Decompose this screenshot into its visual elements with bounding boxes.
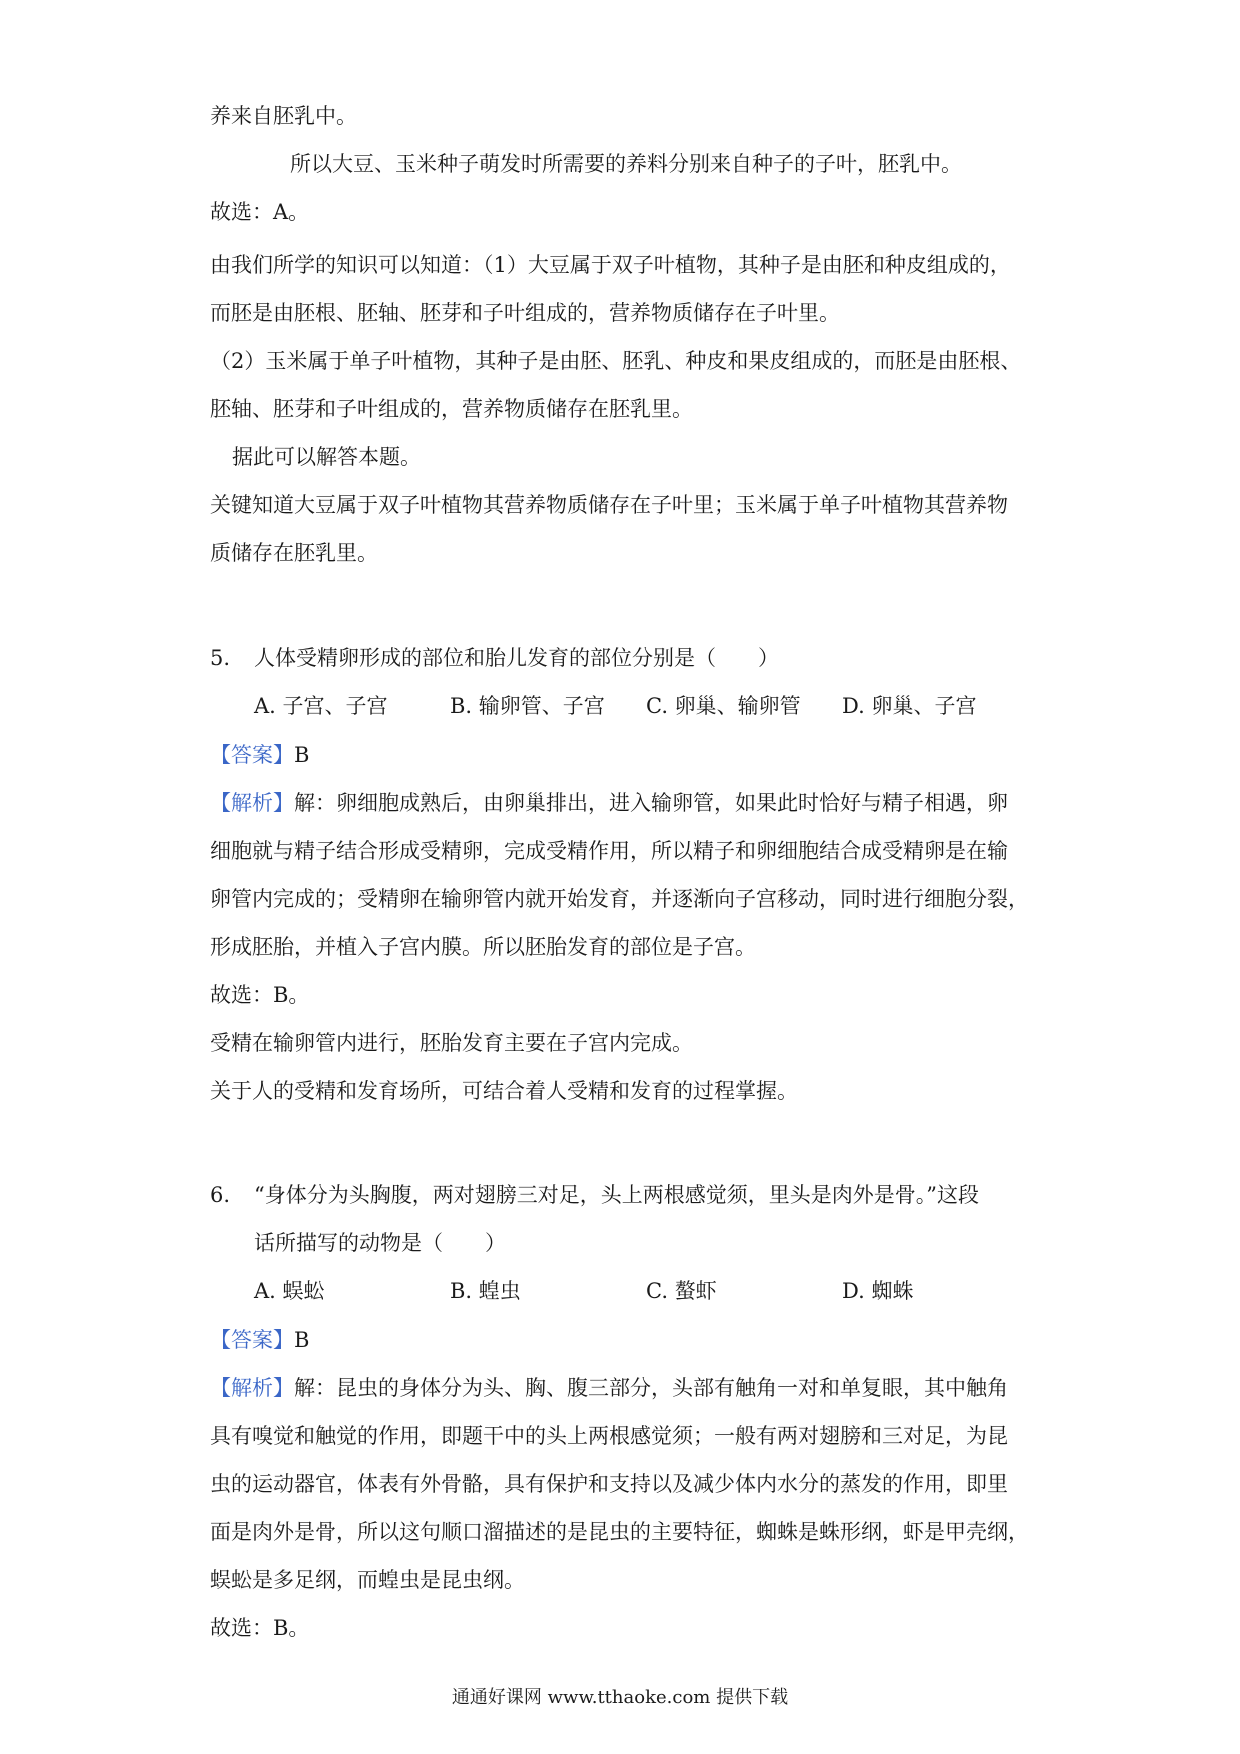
text-line: 卵管内完成的；受精卵在输卵管内就开始发育，并逐渐向子宫移动，同时进行细胞分裂， [210,887,1029,911]
text-line: 胚轴、胚芽和子叶组成的，营养物质储存在胚乳里。 [210,397,693,421]
option-a: A. 子宫、子宫 [254,694,388,718]
option-a: A. 蜈蚣 [254,1279,325,1303]
text-line: 具有嗅觉和触觉的作用，即题干中的头上两根感觉须；一般有两对翅膀和三对足，为昆 [210,1424,1008,1448]
text-line: 所以大豆、玉米种子萌发时所需要的养料分别来自种子的子叶，胚乳中。 [290,152,962,176]
text-line: 细胞就与精子结合形成受精卵，完成受精作用，所以精子和卵细胞结合成受精卵是在输 [210,839,1008,863]
text-line: 面是肉外是骨，所以这句顺口溜描述的是昆虫的主要特征，蜘蛛是蛛形纲，虾是甲壳纲， [210,1520,1029,1544]
question-text: 人体受精卵形成的部位和胎儿发育的部位分别是（ ） [254,646,779,670]
text-line: 由我们所学的知识可以知道：（1）大豆属于双子叶植物，其种子是由胚和种皮组成的， [210,253,1011,277]
analysis-tag: 【解析】 [210,1376,294,1400]
question-text: “身体分为头胸腹，两对翅膀三对足，头上两根感觉须，里头是肉外是骨。”这段 [254,1183,979,1207]
option-c: C. 螯虾 [646,1279,717,1303]
text-line: 虫的运动器官，体表有外骨骼，具有保护和支持以及减少体内水分的蒸发的作用，即里 [210,1472,1008,1496]
answer-value: B [294,1328,310,1352]
page-footer: 通通好课网 www.tthaoke.com 提供下载 [451,1687,789,1708]
text-line: 关于人的受精和发育场所，可结合着人受精和发育的过程掌握。 [210,1079,798,1103]
question-text: 话所描写的动物是（ ） [254,1231,506,1255]
option-d: D. 卵巢、子宫 [842,694,977,718]
text-line: 而胚是由胚根、胚轴、胚芽和子叶组成的，营养物质储存在子叶里。 [210,301,840,325]
question-number: 6. [210,1183,231,1207]
text-line: 受精在输卵管内进行，胚胎发育主要在子宫内完成。 [210,1031,693,1055]
answer-line [210,1325,309,1355]
option-c: C. 卵巢、输卵管 [646,694,801,718]
answer-value: B [294,743,310,767]
text-line: 形成胚胎，并植入子宫内膜。所以胚胎发育的部位是子宫。 [210,935,756,959]
answer-line [210,740,309,770]
analysis-text: 解：卵细胞成熟后，由卵巢排出，进入输卵管，如果此时恰好与精子相遇，卵 [294,791,1008,815]
text-line: 养来自胚乳中。 [210,104,357,128]
option-d: D. 蜘蛛 [842,1279,914,1303]
option-b: B. 输卵管、子宫 [450,694,605,718]
text-line: 故选：B。 [210,1616,310,1640]
text-line: 据此可以解答本题。 [232,445,421,469]
question-number: 5. [210,646,231,670]
text-line: 质储存在胚乳里。 [210,541,378,565]
analysis-line [210,788,1008,818]
analysis-text: 解：昆虫的身体分为头、胸、腹三部分，头部有触角一对和单复眼，其中触角 [294,1376,1008,1400]
answer-tag: 【答案】 [210,1328,294,1352]
analysis-line [210,1373,1008,1403]
answer-tag: 【答案】 [210,743,294,767]
option-b: B. 蝗虫 [450,1279,521,1303]
text-line: 蜈蚣是多足纲，而蝗虫是昆虫纲。 [210,1568,525,1592]
analysis-tag: 【解析】 [210,791,294,815]
text-line: 故选：B。 [210,983,310,1007]
text-line: 故选：A。 [210,200,310,224]
text-line: （2）玉米属于单子叶植物，其种子是由胚、胚乳、种皮和果皮组成的，而胚是由胚根、 [210,349,1022,373]
text-line: 关键知道大豆属于双子叶植物其营养物质储存在子叶里；玉米属于单子叶植物其营养物 [210,493,1008,517]
